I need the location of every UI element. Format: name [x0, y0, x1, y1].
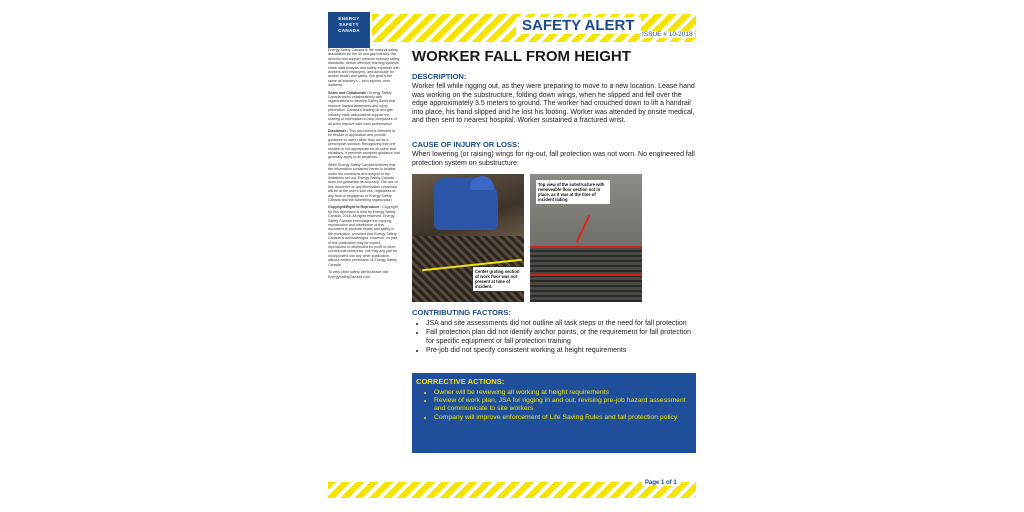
energy-safety-canada-logo	[328, 12, 370, 48]
footer-stripe	[328, 482, 696, 498]
share-text: / Energy Safety Canada works collaboratively with organizations to develop Safety Alerts that improve hazard awareness and injury prevention. Canada's leading oil and gas industry trade associations support the sharing of information to help companies of all sizes improve safe work performance.	[328, 90, 397, 126]
list-item: • Pre-job did not specify consistent working at height requirements	[426, 347, 696, 356]
safety-alert-title: SAFETY ALERT	[516, 17, 641, 34]
cause-heading: CAUSE OF INJURY OR LOSS:	[412, 140, 520, 149]
list-item: • Fall protection plan did not identify anchor points, or the requirement for fall protection for specific equipment or fall protection training	[426, 329, 696, 346]
page-number: Page 1 of 1	[642, 480, 680, 486]
sidebar-text	[328, 48, 400, 282]
page-title: WORKER FALL FROM HEIGHT	[412, 48, 631, 65]
sidebar-disclaimer-2: While Energy Safety Canada believes that the information contained herein is reliable under the conditions and subject to the limitations set out, Energy Safety Canada does not guarantee its accuracy. The use of this document or any information contained will be at the user's sole risk, regardless of any fault or negligence of Energy Safety Canada and the submitting organization.	[328, 162, 398, 202]
copyright-heading: Copyright/Right to Reproduce	[328, 205, 380, 210]
sidebar-share	[328, 91, 400, 126]
description-heading: DESCRIPTION:	[412, 72, 467, 81]
worker-on-grating-photo	[412, 174, 524, 302]
corrective-heading: CORRECTIVE ACTIONS:	[416, 377, 505, 386]
list-item: • JSA and site assessments did not outline all task steps or the need for fall protection	[426, 320, 696, 329]
photo2-caption: Top view of the substructure with removeable floor section not in place, as it was at the time of incident lading	[536, 180, 610, 204]
logo-line-3: CANADA	[338, 28, 360, 33]
issue-number: ISSUE # 10-2018	[642, 31, 693, 38]
contributing-heading: CONTRIBUTING FACTORS:	[412, 308, 511, 317]
sidebar-disclaimer	[328, 129, 400, 160]
disclaimer-text: / This document is intended to be flexible in application and provide guidance to users rather than act as a prescriptive solution. Recognizing that one solution is not appropriate for all users and situations, it presents accepted guidance that generally apply to all situations.	[328, 128, 400, 160]
photo1-caption: Center grating section of work floor was not present at time of incident.	[472, 266, 524, 292]
red-outline-top	[530, 246, 642, 248]
sidebar-copyright	[328, 205, 400, 267]
incident-photos	[412, 174, 642, 302]
description-text: Worker fell while rigging out, as they were preparing to move to a new location. Lease hand was working on the substructure, folding down wings, when he slipped and fell over the edge approximately 3.5 meters to ground. The worker had crouched down to lift a handrail into place, his hand slipped and he lost his footing. Worker was attended by onsite medical, and then sent to nearest hospital. Worker sustained a fractured wrist.	[412, 83, 695, 125]
corrective-actions-box	[412, 373, 696, 453]
corrective-list	[412, 389, 690, 422]
copyright-text: / Copyright for this document is held by Energy Safety Canada, 2018. All rights reserved. Energy Safety Canada encourages the copying, reproduction and distribution of this document to promote health and safety in the workplace, provided that Energy Safety Canada is acknowledged. However, no part of this publication may be copied, reproduced or distributed for profit or other commercial enterprise, nor may any part be incorporated into any other publication, without written permission of Energy Safety Canada.	[328, 205, 398, 267]
disclaimer-heading: Disclaimer	[328, 128, 347, 133]
share-heading: Share and Collaborate	[328, 90, 367, 95]
contributing-list	[412, 320, 696, 356]
list-item: • Review of work plan, JSA for rigging in and out, revising pre-job hazard assessment and communicate to site workers	[434, 397, 690, 413]
list-item: • Company will improve enforcement of Life Saving Rules and fall protection policy.	[434, 414, 690, 422]
sidebar-view-more: To view other safety alerts please visit EnergySafetyCanada.com.	[328, 270, 389, 279]
red-arrow	[576, 215, 590, 243]
logo-line-1: ENERGY	[338, 16, 360, 21]
sidebar-intro: Energy Safety Canada is the national safety association for the oil and gas industry. We develop and support common industry safety standards, deliver effective learning systems, share data analysis and safety expertise with workers and employers, and advocate for worker health and safety. Our goal is the same as industry's – zero injuries, zero incidents.	[328, 48, 400, 88]
hard-hat	[470, 176, 494, 190]
red-outline-bottom	[530, 274, 642, 276]
list-item: • Owner will be reviewing all working at height requirements	[434, 389, 690, 397]
logo-line-2: SAFETY	[339, 22, 359, 27]
safety-alert-document	[326, 10, 698, 502]
cause-text: When lowering (or raising) wings for rig-out, fall protection was not worn. No engineered fall protection system on substructure.	[412, 151, 695, 167]
